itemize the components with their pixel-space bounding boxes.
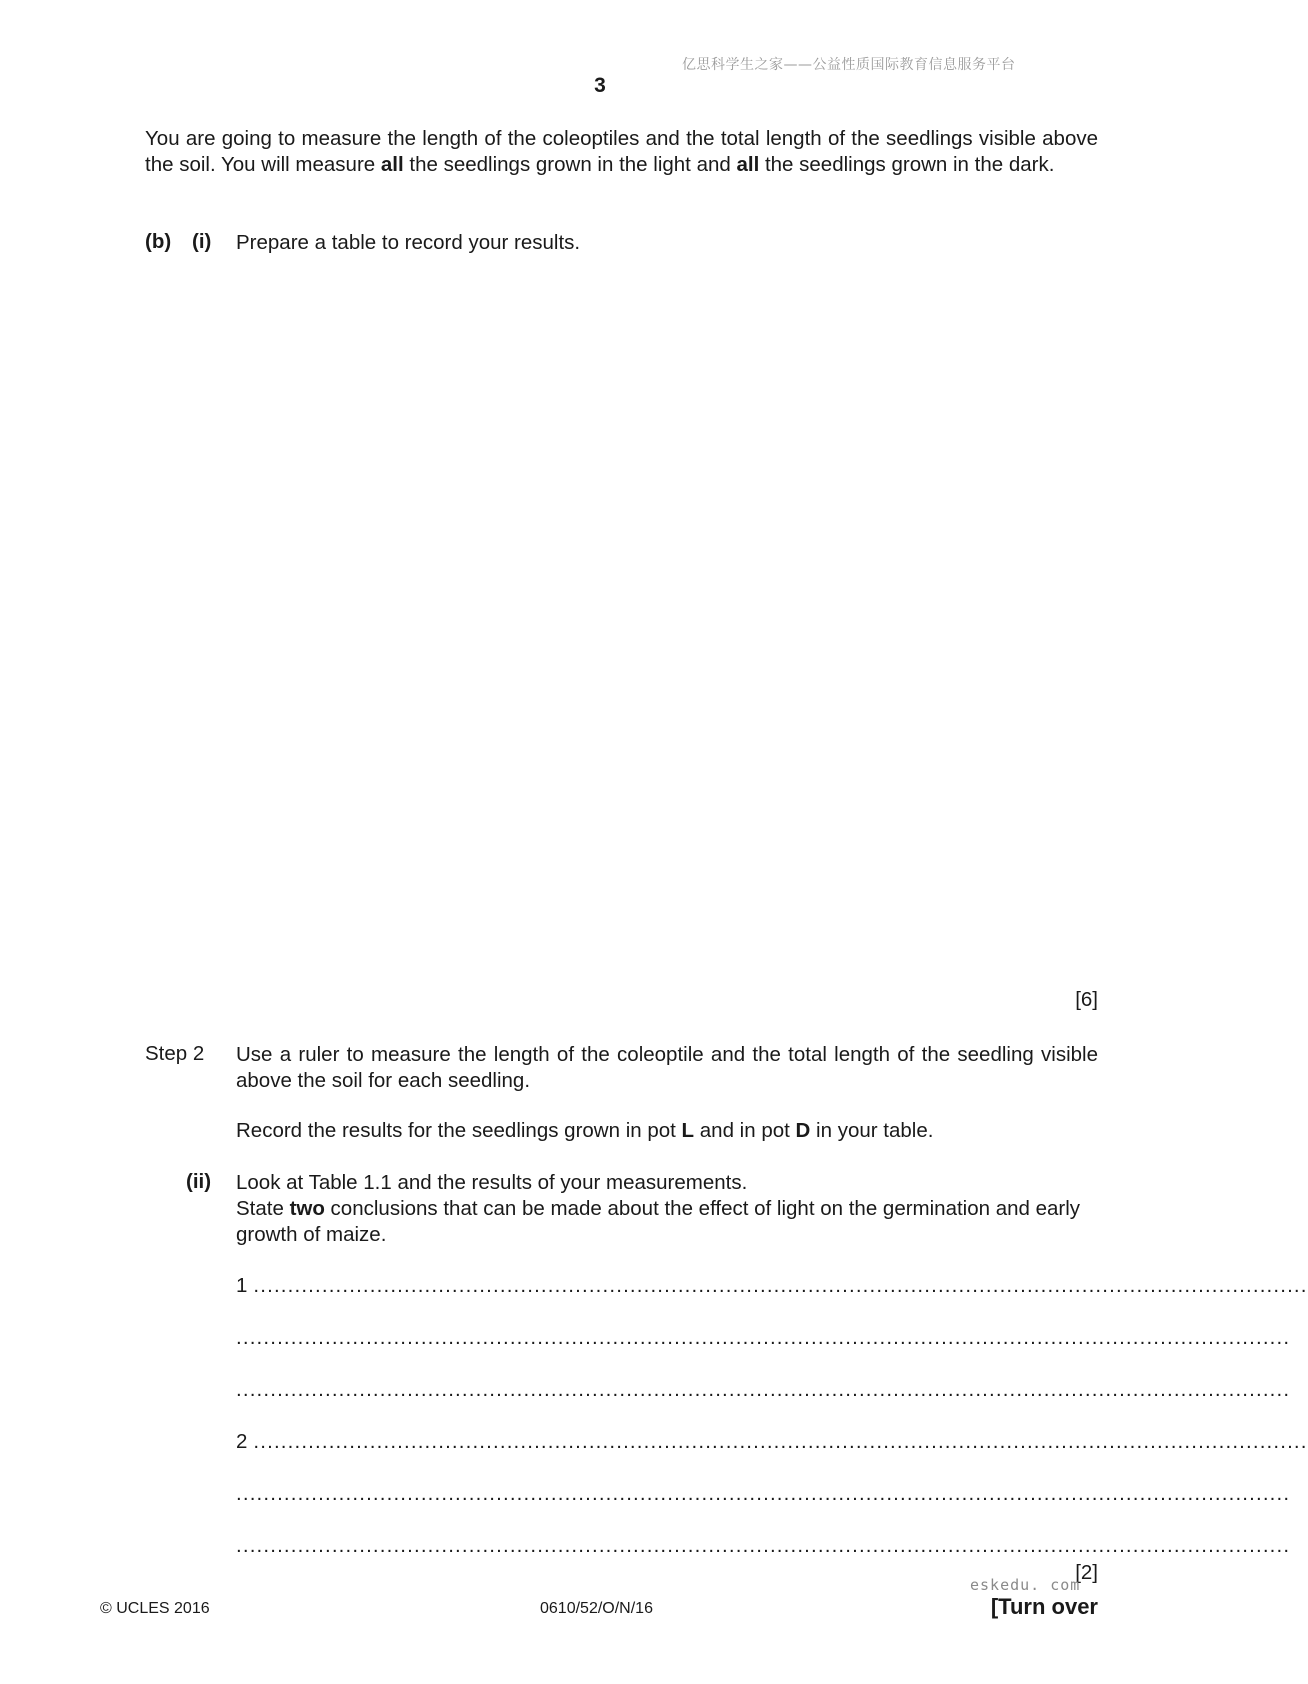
answer-1-number: 1 [236, 1274, 248, 1297]
question-subpart-i-label: (i) [192, 230, 212, 253]
answer-line-2c[interactable]: .......................................................................................................................................................... [236, 1534, 1291, 1557]
answer-line-1a[interactable]: 1 .......................................................................................................................................................... [236, 1274, 1308, 1297]
footer-watermark: eskedu. com [970, 1576, 1081, 1594]
intro-bold-all-2: all [736, 153, 760, 176]
answer-line-2a[interactable]: 2 .......................................................................................................................................................... [236, 1430, 1308, 1453]
intro-bold-all-1: all [380, 153, 404, 176]
pot-d: D [795, 1119, 811, 1142]
intro-paragraph [145, 126, 1098, 178]
record-text-1: Record the results for the seedlings grown in pot [236, 1119, 682, 1142]
table-answer-space[interactable] [236, 270, 1098, 970]
intro-text-2: the seedlings grown in the light and [403, 153, 737, 176]
question-b-i-text: Prepare a table to record your results. [236, 231, 581, 254]
marks-b-i: [6] [1075, 988, 1098, 1011]
answer-2-number: 2 [236, 1430, 248, 1453]
state-text-2: conclusions that can be made about the effect of light on the germination and early growth of maize. [236, 1197, 1081, 1246]
answer-line-2b[interactable]: .......................................................................................................................................................... [236, 1482, 1291, 1505]
question-b-ii-line-2 [236, 1196, 1098, 1248]
answer-line-1b[interactable]: .......................................................................................................................................................... [236, 1326, 1291, 1349]
bold-two: two [289, 1197, 325, 1220]
pot-l: L [681, 1119, 695, 1142]
question-part-label: (b) [145, 230, 172, 253]
step-2-text: Use a ruler to measure the length of the coleoptile and the total length of the seedling visible above the soil for each seedling. [236, 1043, 1098, 1092]
turn-over: [Turn over [990, 1594, 1098, 1619]
intro-text-1: You are going to measure the length of the coleoptiles and the total length of the seedlings visible above the soil. You will measure [145, 127, 1098, 176]
question-b-ii-text [236, 1170, 1098, 1248]
paper-code: 0610/52/O/N/16 [540, 1600, 653, 1617]
record-text-3: in your table. [810, 1119, 934, 1142]
page-number: 3 [594, 74, 606, 97]
intro-text-3: the seedlings grown in the dark. [759, 153, 1055, 176]
step-2-label: Step 2 [145, 1042, 205, 1065]
state-text-1: State [236, 1197, 290, 1220]
header-watermark: 亿思科学生之家——公益性质国际教育信息服务平台 [682, 57, 1016, 73]
marks-b-ii: [2] [1075, 1561, 1098, 1584]
step-2-record-text [236, 1118, 1098, 1144]
record-text-2: and in pot [694, 1119, 796, 1142]
copyright: © UCLES 2016 [100, 1600, 210, 1617]
question-b-ii-line-1: Look at Table 1.1 and the results of your measurements. [236, 1171, 748, 1194]
answer-line-1c[interactable]: .......................................................................................................................................................... [236, 1378, 1291, 1401]
question-subpart-ii-label: (ii) [186, 1170, 212, 1193]
